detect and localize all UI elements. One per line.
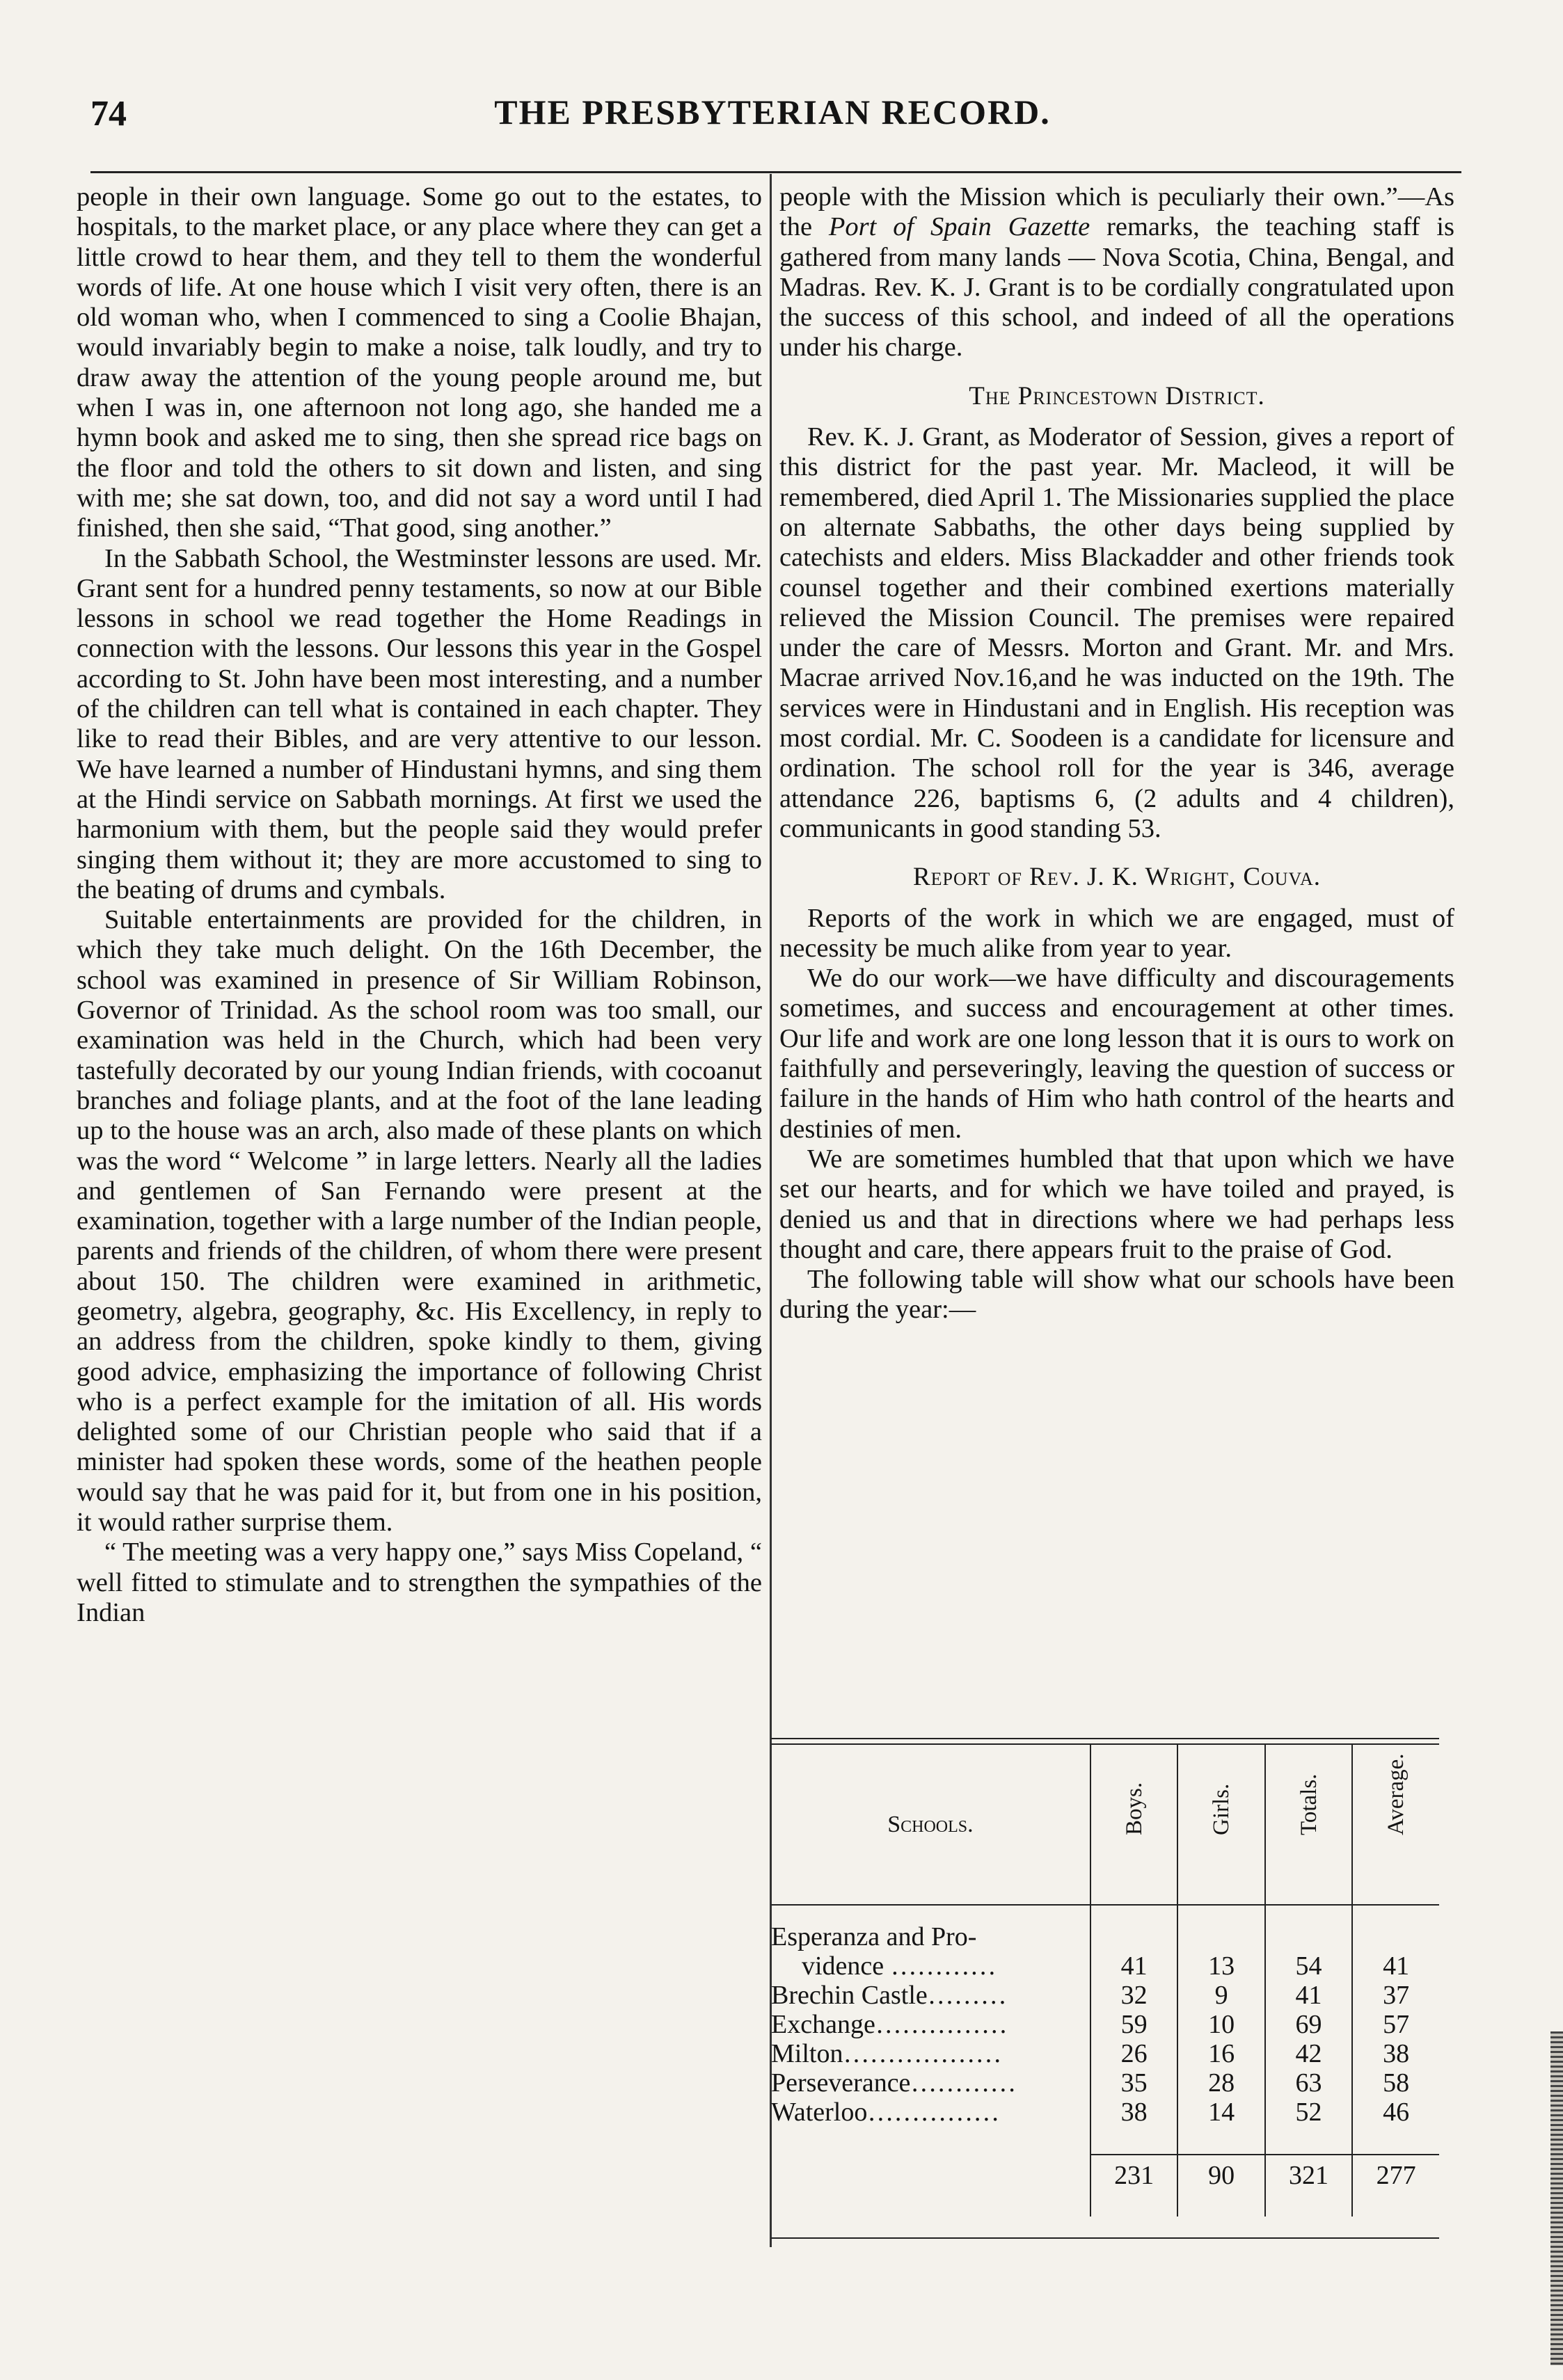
section-heading: The Princestown District. xyxy=(969,381,1265,410)
section-heading: Report of Rev. J. K. Wright, Couva. xyxy=(912,863,1322,892)
row-school-name: Milton……………… xyxy=(771,2039,1090,2068)
cell-girls: 10 xyxy=(1177,2010,1264,2039)
paragraph: “ The meeting was a very happy one,” says Miss Copeland, “ well fitted to stimulate and to strengthen the sympathies of the Indian xyxy=(77,1538,762,1627)
paragraph: Reports of the work in which we are engaged, must of necessity be much alike from year to year. xyxy=(779,903,1454,963)
cell-girls: 14 xyxy=(1177,2098,1264,2155)
binding-edge xyxy=(1550,2031,1563,2365)
cell-girls: 9 xyxy=(1177,1981,1264,2010)
row-school-name: Perseverance………… xyxy=(771,2068,1090,2098)
paragraph: Rev. K. J. Grant, as Moderator of Session, gives a report of this district for the past year. Mr. Macleod, it will be remembered, died April 1. The Missionaries supplied the place on alternate Sabbaths, the other days being supplied by catechists and elders. Miss Blackadder and other friends took counsel together and their combined exertions materially relieved the Mission Council. The premises were repaired under the care of Messrs. Morton and Grant. Mr. and Mrs. Macrae arrived Nov.16,and he was inducted on the 19th. The services were in Hindustani and in English. His reception was most cordial. Mr. C. Soodeen is a candidate for licensure and ordination. The school roll for the year is 346, average attendance 226, baptisms 6, (2 adults and 4 children), communicants in good standing 53. xyxy=(779,422,1454,843)
row-school-name xyxy=(771,1905,1090,1981)
left-column xyxy=(77,182,762,1628)
table-row xyxy=(771,2098,1439,2155)
cell-boys: 41 xyxy=(1090,1905,1178,1981)
total-totals: 321 xyxy=(1265,2155,1353,2217)
header-totals-label: Totals. xyxy=(1296,1773,1322,1835)
cell-boys: 38 xyxy=(1090,2098,1178,2155)
cell-totals: 54 xyxy=(1265,1905,1353,1981)
total-boys: 231 xyxy=(1090,2155,1178,2217)
header-average xyxy=(1352,1745,1439,1905)
row-school-name: Waterloo…………… xyxy=(771,2098,1090,2155)
table-header-row xyxy=(771,1745,1439,1905)
cell-average: 41 xyxy=(1383,1951,1410,1981)
table-top-rule xyxy=(771,1738,1439,1745)
paragraph xyxy=(779,182,1454,363)
paragraph-text: people with the Mission which is peculiarly their own.”—As the xyxy=(779,182,1454,242)
cell-average: 58 xyxy=(1383,2068,1410,2098)
total-girls: 90 xyxy=(1177,2155,1264,2217)
cell-average: 38 xyxy=(1383,2039,1410,2068)
paragraph: Suitable entertainments are provided for the children, in which they take much delight. On the 16th December, the school was examined in presence of Sir William Robinson, Governor of Trinidad. As the school room was too small, our examination was held in the Church, which had been very tastefully decorated by our young Indian friends, with cocoanut branches and foliage plants, and at the foot of the lane leading up to the house was an arch, also made of these plants on which was the word “ Welcome ” in large letters. Nearly all the ladies and gentlemen of San Fernando were present at the examination, together with a large number of the Indian people, parents and friends of the children, of whom there were present about 150. The children were examined in arithmetic, geometry, algebra, geography, &c. His Excellency, in reply to an address from the children, spoke kindly to them, giving good advice, emphasizing the importance of following Christ who is a perfect example for the imitation of all. His words delighted some of our Christian people who said that if a minister had spoken these words, some of the heathen people would say that he was paid for it, but from one in his position, it would rather surprise them. xyxy=(77,905,762,1538)
paragraph: In the Sabbath School, the Westminster lessons are used. Mr. Grant sent for a hundred penny testaments, so now at our Bible lessons in school we read together the Home Readings in connection with the lessons. Our lessons this year in the Gospel according to St. John have been most interesting, and a number of the children can tell what is contained in each chapter. They like to read their Bibles, and are very attentive to our lesson. We have learned a number of Hindustani hymns, and sing them at the Hindi service on Sabbath mornings. At first we used the harmonium with them, but the people said they would prefer singing them without it; they are more accustomed to sing to the beating of drums and cymbals. xyxy=(77,543,762,904)
table-row xyxy=(771,2039,1439,2068)
running-head-title: THE PRESBYTERIAN RECORD. xyxy=(494,93,1051,131)
page-header xyxy=(84,89,1461,138)
newspaper-title: Port of Spain Gazette xyxy=(828,212,1090,242)
table-bottom-rule xyxy=(771,2237,1439,2239)
school-name-line2: vidence ………… xyxy=(802,1951,997,1981)
table-row xyxy=(771,1981,1439,2010)
page-number: 74 xyxy=(90,94,127,134)
cell-girls: 16 xyxy=(1177,2039,1264,2068)
cell-boys: 35 xyxy=(1090,2068,1178,2098)
total-label-cell xyxy=(771,2155,1090,2217)
header-rule xyxy=(90,171,1461,173)
table-row xyxy=(771,2010,1439,2039)
row-school-name: Exchange…………… xyxy=(771,2010,1090,2039)
table-row xyxy=(771,1905,1439,1981)
cell-average: 57 xyxy=(1383,2010,1410,2039)
cell-totals: 42 xyxy=(1265,2039,1353,2068)
school-name-line1: Esperanza and Pro- xyxy=(771,1922,977,1951)
right-column xyxy=(779,182,1454,1325)
total-average: 277 xyxy=(1352,2155,1439,2217)
header-average-label: Average. xyxy=(1383,1752,1409,1835)
cell-girls: 13 xyxy=(1177,1905,1264,1981)
cell-totals: 69 xyxy=(1265,2010,1353,2039)
header-boys-label: Boys. xyxy=(1121,1782,1147,1835)
header-schools: Schools. xyxy=(771,1745,1090,1905)
cell-average: 37 xyxy=(1383,1981,1410,2010)
paragraph-text: remarks, the teaching staff is gathered from many lands — Nova Scotia, China, Bengal, and Madras. Rev. K. J. Grant is to be cordially congratulated upon the success of this school, and indeed of all the operations under his charge. xyxy=(779,212,1454,362)
schools-table xyxy=(771,1745,1439,2217)
paragraph: The following table will show what our schools have been during the year:— xyxy=(779,1265,1454,1325)
cell-boys: 59 xyxy=(1090,2010,1178,2039)
header-totals xyxy=(1265,1745,1353,1905)
cell-girls: 28 xyxy=(1177,2068,1264,2098)
table-total-row xyxy=(771,2155,1439,2217)
row-school-name: Brechin Castle……… xyxy=(771,1981,1090,2010)
table-row xyxy=(771,2068,1439,2098)
cell-boys: 26 xyxy=(1090,2039,1178,2068)
cell-totals: 52 xyxy=(1265,2098,1353,2155)
paragraph: people in their own language. Some go out to the estates, to hospitals, to the market place, or any place where they can get a little crowd to hear them, and they tell to them the wonderful words of life. At one house which I visit very often, there is an old woman who, when I commenced to sing a Coolie Bhajan, would invariably begin to make a noise, talk loudly, and try to draw away the attention of the young people around me, but when I was in, one afternoon not long ago, she handed me a hymn book and asked me to sing, then she spread rice bags on the floor and told the others to sit down and listen, and sing with me; she sat down, too, and did not say a word until I had finished, then she said, “That good, sing another.” xyxy=(77,182,762,543)
header-girls xyxy=(1177,1745,1264,1905)
paragraph: We do our work—we have difficulty and discouragements sometimes, and success and encouragement at other times. Our life and work are one long lesson that it is ours to work on faithfully and perseveringly, leaving the question of success or failure in the hands of Him who hath control of the hearts and destinies of men. xyxy=(779,964,1454,1144)
cell-totals: 41 xyxy=(1265,1981,1353,2010)
paragraph: We are sometimes humbled that that upon which we have set our hearts, and for which we have toiled and prayed, is denied us and that in directions where we had perhaps less thought and care, there appears fruit to the praise of God. xyxy=(779,1144,1454,1264)
cell-boys: 32 xyxy=(1090,1981,1178,2010)
cell-totals: 63 xyxy=(1265,2068,1353,2098)
header-boys xyxy=(1090,1745,1178,1905)
header-girls-label: Girls. xyxy=(1209,1783,1235,1835)
cell-average: 46 xyxy=(1383,2098,1410,2127)
